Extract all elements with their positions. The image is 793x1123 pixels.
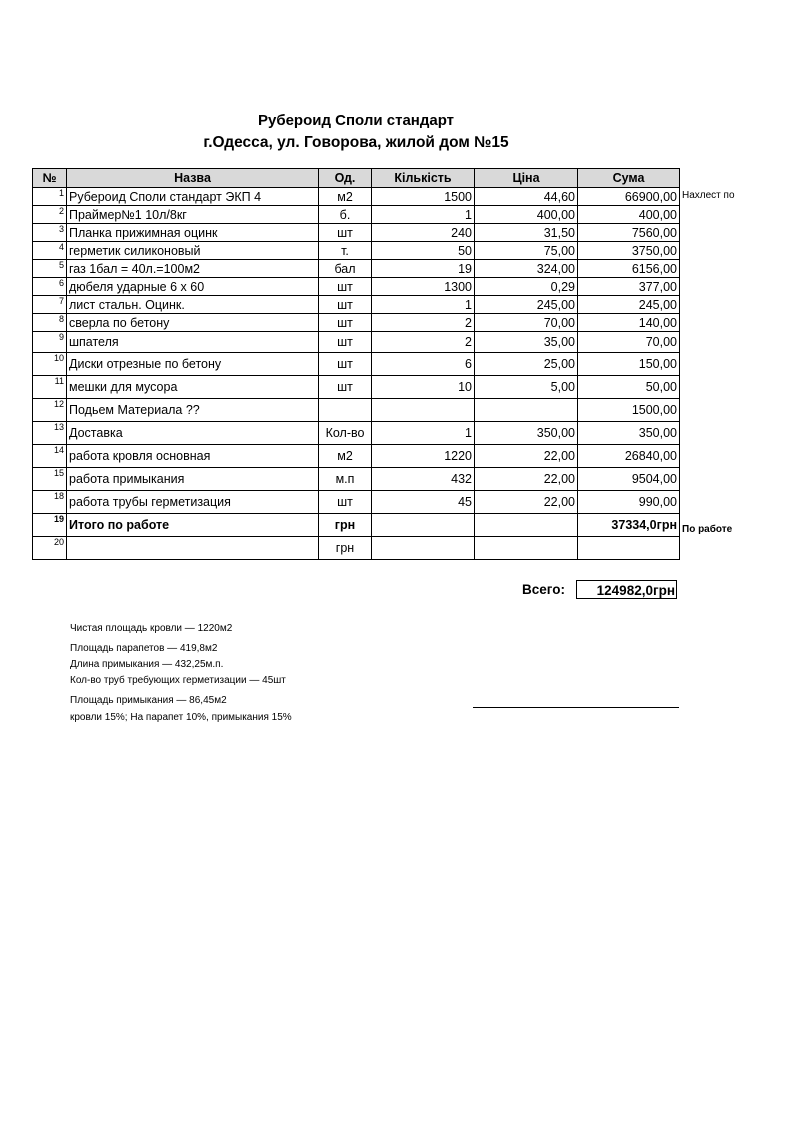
item-price: 350,00 [475, 422, 578, 445]
item-sum: 377,00 [578, 278, 680, 296]
item-price: 0,29 [475, 278, 578, 296]
note-overlap-percent: кровли 15%; На парапет 10%, примыкания 15% [70, 712, 292, 723]
row-number: 1 [33, 188, 67, 206]
item-sum: 400,00 [578, 206, 680, 224]
item-name [67, 537, 319, 560]
table-row [33, 260, 680, 278]
item-unit: шт [319, 278, 372, 296]
item-name: шпателя [67, 332, 319, 353]
table-row [33, 376, 680, 399]
note-pipes-count: Кол-во труб требующих герметизации — 45шт [70, 675, 286, 686]
item-quantity [372, 399, 475, 422]
item-unit: шт [319, 353, 372, 376]
item-quantity: 1220 [372, 445, 475, 468]
note-junction-length: Длина примыкания — 432,25м.п. [70, 659, 224, 670]
item-quantity: 50 [372, 242, 475, 260]
table-row [33, 188, 680, 206]
item-sum: 140,00 [578, 314, 680, 332]
item-quantity: 1 [372, 422, 475, 445]
item-name: работа примыкания [67, 468, 319, 491]
item-unit: шт [319, 491, 372, 514]
item-price [475, 514, 578, 537]
item-sum: 9504,00 [578, 468, 680, 491]
item-name: Подьем Материала ?? [67, 399, 319, 422]
item-sum: 1500,00 [578, 399, 680, 422]
note-roof-area: Чистая площадь кровли — 1220м2 [70, 623, 233, 634]
item-name: газ 1бал = 40л.=100м2 [67, 260, 319, 278]
row-number: 4 [33, 242, 67, 260]
grand-total-value: 124982,0грн [576, 580, 677, 599]
item-price: 35,00 [475, 332, 578, 353]
table-row [33, 353, 680, 376]
item-unit: б. [319, 206, 372, 224]
item-price: 5,00 [475, 376, 578, 399]
table-row [33, 206, 680, 224]
row-number: 13 [33, 422, 67, 445]
grand-total-label: Всего: [522, 582, 565, 597]
item-price: 25,00 [475, 353, 578, 376]
item-unit: т. [319, 242, 372, 260]
row-number: 5 [33, 260, 67, 278]
table-row [33, 537, 680, 560]
row-number: 6 [33, 278, 67, 296]
note-junction-area: Площадь примыкания — 86,45м2 [70, 695, 227, 706]
item-name: дюбеля ударные 6 х 60 [67, 278, 319, 296]
item-sum: 150,00 [578, 353, 680, 376]
work-note: По работе [682, 524, 733, 535]
col-quantity-header: Кількість [372, 169, 475, 188]
item-price: 245,00 [475, 296, 578, 314]
item-price: 31,50 [475, 224, 578, 242]
item-name: сверла по бетону [67, 314, 319, 332]
item-price [475, 537, 578, 560]
table-row [33, 399, 680, 422]
item-unit: шт [319, 314, 372, 332]
row-number: 8 [33, 314, 67, 332]
row-number: 9 [33, 332, 67, 353]
item-sum: 245,00 [578, 296, 680, 314]
item-unit: м2 [319, 188, 372, 206]
table-row [33, 224, 680, 242]
row-number: 14 [33, 445, 67, 468]
item-quantity: 1500 [372, 188, 475, 206]
item-price: 22,00 [475, 491, 578, 514]
signature-line [473, 707, 679, 708]
item-sum: 990,00 [578, 491, 680, 514]
item-name: герметик силиконовый [67, 242, 319, 260]
col-name-header: Назва [67, 169, 319, 188]
item-price: 400,00 [475, 206, 578, 224]
item-name: работа трубы герметизация [67, 491, 319, 514]
item-unit: м.п [319, 468, 372, 491]
item-quantity: 19 [372, 260, 475, 278]
item-unit: шт [319, 332, 372, 353]
col-number-header: № [33, 169, 67, 188]
col-sum-header: Сума [578, 169, 680, 188]
table-row [33, 468, 680, 491]
item-sum: 3750,00 [578, 242, 680, 260]
item-name: Праймер№1 10л/8кг [67, 206, 319, 224]
item-quantity: 6 [372, 353, 475, 376]
item-unit: м2 [319, 445, 372, 468]
item-sum [578, 537, 680, 560]
item-sum: 6156,00 [578, 260, 680, 278]
item-price: 324,00 [475, 260, 578, 278]
item-quantity: 240 [372, 224, 475, 242]
item-price: 70,00 [475, 314, 578, 332]
row-number: 11 [33, 376, 67, 399]
item-unit: шт [319, 224, 372, 242]
document-title: Рубероид Споли стандарт [257, 112, 455, 129]
table-header-row [33, 169, 680, 188]
item-name: Рубероид Споли стандарт ЭКП 4 [67, 188, 319, 206]
row-number: 7 [33, 296, 67, 314]
col-price-header: Ціна [475, 169, 578, 188]
item-sum: 350,00 [578, 422, 680, 445]
row-number: 2 [33, 206, 67, 224]
item-sum: 70,00 [578, 332, 680, 353]
item-quantity: 432 [372, 468, 475, 491]
table-row [33, 242, 680, 260]
estimate-table [32, 168, 680, 560]
item-unit: шт [319, 296, 372, 314]
item-sum: 66900,00 [578, 188, 680, 206]
table-row [33, 491, 680, 514]
table-row [33, 422, 680, 445]
item-unit: Кол-во [319, 422, 372, 445]
item-unit: грн [319, 514, 372, 537]
item-quantity: 1300 [372, 278, 475, 296]
item-sum: 37334,0грн [578, 514, 680, 537]
col-unit-header: Од. [319, 169, 372, 188]
item-quantity: 2 [372, 332, 475, 353]
item-name: Итого по работе [67, 514, 319, 537]
table-row [33, 332, 680, 353]
item-name: Доставка [67, 422, 319, 445]
item-quantity: 10 [372, 376, 475, 399]
table-row [33, 278, 680, 296]
item-name: мешки для мусора [67, 376, 319, 399]
row-number: 18 [33, 491, 67, 514]
item-unit [319, 399, 372, 422]
item-name: Планка прижимная оцинк [67, 224, 319, 242]
item-quantity: 1 [372, 296, 475, 314]
document-address: г.Одесса, ул. Говорова, жилой дом №15 [203, 134, 509, 151]
table-row [33, 514, 680, 537]
item-price: 22,00 [475, 468, 578, 491]
item-sum: 7560,00 [578, 224, 680, 242]
item-unit: грн [319, 537, 372, 560]
row-number: 19 [33, 514, 67, 537]
row-number: 20 [33, 537, 67, 560]
item-name: лист стальн. Оцинк. [67, 296, 319, 314]
item-quantity: 45 [372, 491, 475, 514]
row-number: 3 [33, 224, 67, 242]
item-name: Диски отрезные по бетону [67, 353, 319, 376]
note-parapet-area: Площадь парапетов — 419,8м2 [70, 643, 218, 654]
table-row [33, 314, 680, 332]
item-name: работа кровля основная [67, 445, 319, 468]
item-price: 22,00 [475, 445, 578, 468]
table-row [33, 445, 680, 468]
item-price: 44,60 [475, 188, 578, 206]
item-quantity [372, 537, 475, 560]
row-number: 15 [33, 468, 67, 491]
item-quantity: 2 [372, 314, 475, 332]
item-quantity: 1 [372, 206, 475, 224]
table-row [33, 296, 680, 314]
item-sum: 26840,00 [578, 445, 680, 468]
row-number: 10 [33, 353, 67, 376]
overlap-note: Нахлест по [682, 190, 735, 201]
item-price [475, 399, 578, 422]
item-sum: 50,00 [578, 376, 680, 399]
item-price: 75,00 [475, 242, 578, 260]
item-quantity [372, 514, 475, 537]
item-unit: бал [319, 260, 372, 278]
row-number: 12 [33, 399, 67, 422]
item-unit: шт [319, 376, 372, 399]
